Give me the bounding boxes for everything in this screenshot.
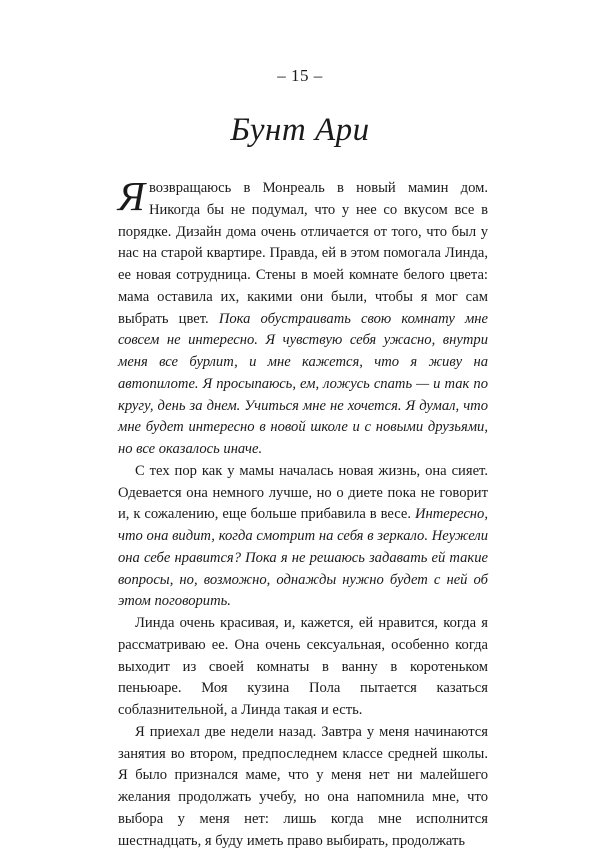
paragraph	[118, 173, 488, 461]
chapter-number: – 15 –	[277, 66, 323, 85]
chapter-title: Бунт Ари	[230, 112, 370, 148]
paragraph-text: Линда очень красивая, и, кажется, ей нравится, когда я рассматриваю ее. Она очень сексуальная, особенно когда выходит из своей комнаты в ванну в коротеньком пеньюаре. Моя кузина Пола пытается казаться соблазнительной, а Линда такая и есть.	[118, 615, 488, 718]
paragraph-text: С тех пор как у мамы началась новая жизнь, она сияет. Одевается она немного лучше, но о диете пока не говорит и, к сожалению, еще больше прибавила в весе.	[118, 462, 488, 523]
paragraph-italic-text: Интересно, что она видит, когда смотрит на себя в зеркало. Неужели она себе нравится? Пока я не решаюсь задавать ей такие вопросы, но, возможно, однажды нужно будет с ней об этом поговорить.	[118, 506, 488, 610]
paragraph-text: возвращаюсь в Монреаль в новый мамин дом. Никогда бы не подумал, что у нее со вкусом все в порядке. Дизайн дома очень отличается от того, что был у нас на старой квартире. Правда, ей в этом помогала Линда, ее новая сотрудница. Стены в моей комнате белого цвета: мама оставила их, какими они были, чтобы я мог сам выбрать цвет.	[118, 180, 488, 327]
paragraph	[118, 722, 488, 852]
body-text	[118, 173, 488, 852]
paragraph	[118, 613, 488, 722]
paragraph-italic-text: Пока обустраивать свою комнату мне совсем не интересно. Я чувствую себя ужасно, внутри меня все бурлит, и мне кажется, что я живу на автопилоте. Я просыпаюсь, ем, ложусь спать — и так по кругу, день за днем. Учиться мне не хочется. Я думал, что мне будет интересно в новой школе и с новыми друзьями, но все оказалось иначе.	[118, 310, 488, 457]
paragraph	[118, 461, 488, 613]
drop-cap: Я	[118, 173, 145, 219]
paragraph-text: Я приехал две недели назад. Завтра у меня начинаются занятия во втором, предпоследнем классе средней школы. Я было признался маме, что у меня нет ни малейшего желания продолжать учебу, но она напомнила мне, что выбора у меня нет: лишь когда мне исполнится шестнадцать, я буду иметь право выбирать, продолжать	[118, 723, 488, 849]
